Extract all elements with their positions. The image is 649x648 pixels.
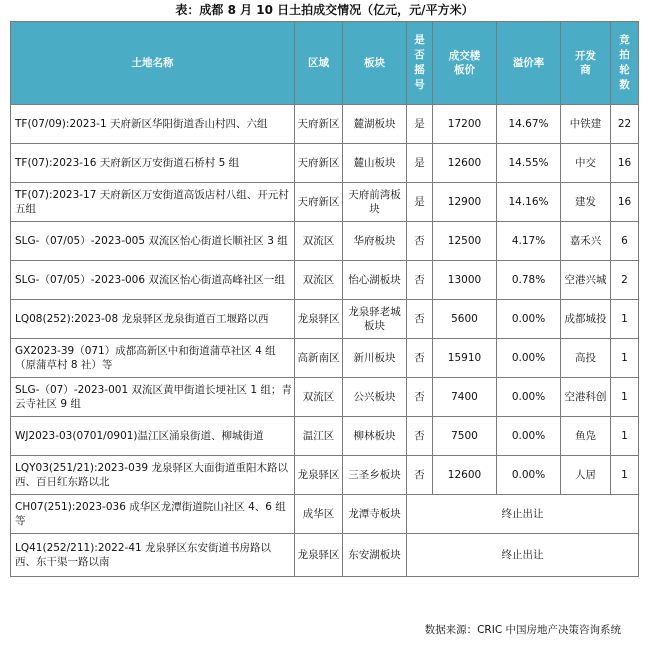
cell-block: 柳林板块 [343, 417, 407, 456]
cell-price: 12600 [433, 456, 497, 495]
cell-lottery: 是 [407, 105, 433, 144]
cell-name: SLG-（07/05）-2023-005 双流区怡心街道长顺社区 3 组 [11, 222, 295, 261]
cell-district: 双流区 [295, 261, 343, 300]
cell-name: LQ41(252/211):2022-41 龙泉驿区东安街道书房路以西、东干渠一路以南 [11, 534, 295, 577]
cell-rounds: 1 [611, 417, 639, 456]
table-row [11, 300, 639, 339]
cell-developer: 空港兴城 [561, 261, 611, 300]
cell-block: 天府前湾板块 [343, 183, 407, 222]
cell-premium: 0.00% [497, 339, 561, 378]
cell-price: 17200 [433, 105, 497, 144]
cell-rounds: 1 [611, 456, 639, 495]
table-title: 表：成都 8 月 10 日土拍成交情况（亿元，元/平方米） [175, 3, 474, 17]
cell-name: TF(07/09):2023-1 天府新区华阳街道香山村四、六组 [11, 105, 295, 144]
cell-lottery: 否 [407, 456, 433, 495]
cell-block: 华府板块 [343, 222, 407, 261]
col-header-rounds-label: 竞拍轮数 [619, 34, 630, 91]
cell-lottery: 否 [407, 222, 433, 261]
cell-block: 麓湖板块 [343, 105, 407, 144]
cell-name: TF(07):2023-16 天府新区万安街道石桥村 5 组 [11, 144, 295, 183]
cell-district: 成华区 [295, 495, 343, 534]
cell-rounds: 2 [611, 261, 639, 300]
cell-premium: 14.16% [497, 183, 561, 222]
cell-developer: 空港科创 [561, 378, 611, 417]
cell-price: 5600 [433, 300, 497, 339]
cell-rounds: 6 [611, 222, 639, 261]
cell-status: 终止出让 [407, 534, 639, 577]
cell-developer: 鱼凫 [561, 417, 611, 456]
cell-lottery: 否 [407, 339, 433, 378]
table-row [11, 222, 639, 261]
cell-developer: 中铁建 [561, 105, 611, 144]
cell-premium: 14.55% [497, 144, 561, 183]
cell-district: 双流区 [295, 378, 343, 417]
cell-block: 怡心湖板块 [343, 261, 407, 300]
table-row [11, 417, 639, 456]
cell-block: 龙泉驿老城板块 [343, 300, 407, 339]
cell-developer: 中交 [561, 144, 611, 183]
cell-lottery: 否 [407, 417, 433, 456]
cell-price: 12500 [433, 222, 497, 261]
table-row [11, 183, 639, 222]
cell-lottery: 否 [407, 300, 433, 339]
cell-block: 公兴板块 [343, 378, 407, 417]
cell-name: TF(07):2023-17 天府新区万安街道高饭店村八组、开元村五组 [11, 183, 295, 222]
table-row [11, 144, 639, 183]
cell-district: 天府新区 [295, 183, 343, 222]
cell-premium: 4.17% [497, 222, 561, 261]
table-row [11, 261, 639, 300]
table-row [11, 456, 639, 495]
cell-price: 12600 [433, 144, 497, 183]
cell-district: 龙泉驿区 [295, 534, 343, 577]
cell-block: 麓山板块 [343, 144, 407, 183]
col-header-price-label: 成交楼板价 [448, 50, 481, 76]
cell-district: 天府新区 [295, 105, 343, 144]
land-auction-table [10, 21, 639, 577]
cell-status: 终止出让 [407, 495, 639, 534]
cell-price: 15910 [433, 339, 497, 378]
cell-district: 双流区 [295, 222, 343, 261]
data-source-note: 数据来源：CRIC 中国房地产决策咨询系统 [424, 624, 621, 636]
cell-developer: 建发 [561, 183, 611, 222]
cell-lottery: 否 [407, 378, 433, 417]
cell-block: 龙潭寺板块 [343, 495, 407, 534]
cell-lottery: 是 [407, 144, 433, 183]
cell-block: 东安湖板块 [343, 534, 407, 577]
col-header-lottery-label: 是否摇号 [414, 34, 425, 91]
col-header-price [433, 22, 497, 105]
cell-price: 7400 [433, 378, 497, 417]
cell-developer: 嘉禾兴 [561, 222, 611, 261]
cell-name: GX2023-39（071）成都高新区中和街道蒲草社区 4 组（原蒲草村 8 社）等 [11, 339, 295, 378]
cell-lottery: 是 [407, 183, 433, 222]
cell-district: 温江区 [295, 417, 343, 456]
col-header-developer [561, 22, 611, 105]
cell-premium: 0.00% [497, 456, 561, 495]
col-header-premium: 溢价率 [497, 22, 561, 105]
cell-name: CH07(251):2023-036 成华区龙潭街道院山社区 4、6 组等 [11, 495, 295, 534]
cell-premium: 0.00% [497, 378, 561, 417]
cell-block: 三圣乡板块 [343, 456, 407, 495]
cell-name: WJ2023-03(0701/0901)温江区涌泉街道、柳城街道 [11, 417, 295, 456]
cell-premium: 0.00% [497, 300, 561, 339]
cell-name: LQ08(252):2023-08 龙泉驿区龙泉街道百工堰路以西 [11, 300, 295, 339]
cell-rounds: 16 [611, 183, 639, 222]
cell-block: 新川板块 [343, 339, 407, 378]
cell-district: 龙泉驿区 [295, 456, 343, 495]
cell-developer: 成都城投 [561, 300, 611, 339]
cell-developer: 高投 [561, 339, 611, 378]
cell-name: SLG-（07/05）-2023-006 双流区怡心街道高峰社区一组 [11, 261, 295, 300]
cell-premium: 14.67% [497, 105, 561, 144]
table-row [11, 339, 639, 378]
cell-name: SLG-（07）-2023-001 双流区黄甲街道长埂社区 1 组；青云寺社区 9 组 [11, 378, 295, 417]
table-row-terminated [11, 534, 639, 577]
cell-price: 7500 [433, 417, 497, 456]
table-row [11, 378, 639, 417]
cell-rounds: 22 [611, 105, 639, 144]
col-header-developer-label: 开发商 [575, 50, 596, 76]
cell-rounds: 1 [611, 300, 639, 339]
cell-developer: 人居 [561, 456, 611, 495]
cell-price: 12900 [433, 183, 497, 222]
cell-district: 天府新区 [295, 144, 343, 183]
cell-district: 龙泉驿区 [295, 300, 343, 339]
table-row-terminated [11, 495, 639, 534]
col-header-block: 板块 [343, 22, 407, 105]
cell-premium: 0.00% [497, 417, 561, 456]
col-header-lottery [407, 22, 433, 105]
table-row [11, 105, 639, 144]
cell-district: 高新南区 [295, 339, 343, 378]
col-header-name: 土地名称 [11, 22, 295, 105]
cell-price: 13000 [433, 261, 497, 300]
header-row [11, 22, 639, 105]
cell-rounds: 1 [611, 378, 639, 417]
cell-rounds: 16 [611, 144, 639, 183]
col-header-district: 区域 [295, 22, 343, 105]
cell-name: LQY03(251/21):2023-039 龙泉驿区大面街道重阳木路以西、百日红东路以北 [11, 456, 295, 495]
col-header-rounds [611, 22, 639, 105]
cell-premium: 0.78% [497, 261, 561, 300]
cell-lottery: 否 [407, 261, 433, 300]
cell-rounds: 1 [611, 339, 639, 378]
